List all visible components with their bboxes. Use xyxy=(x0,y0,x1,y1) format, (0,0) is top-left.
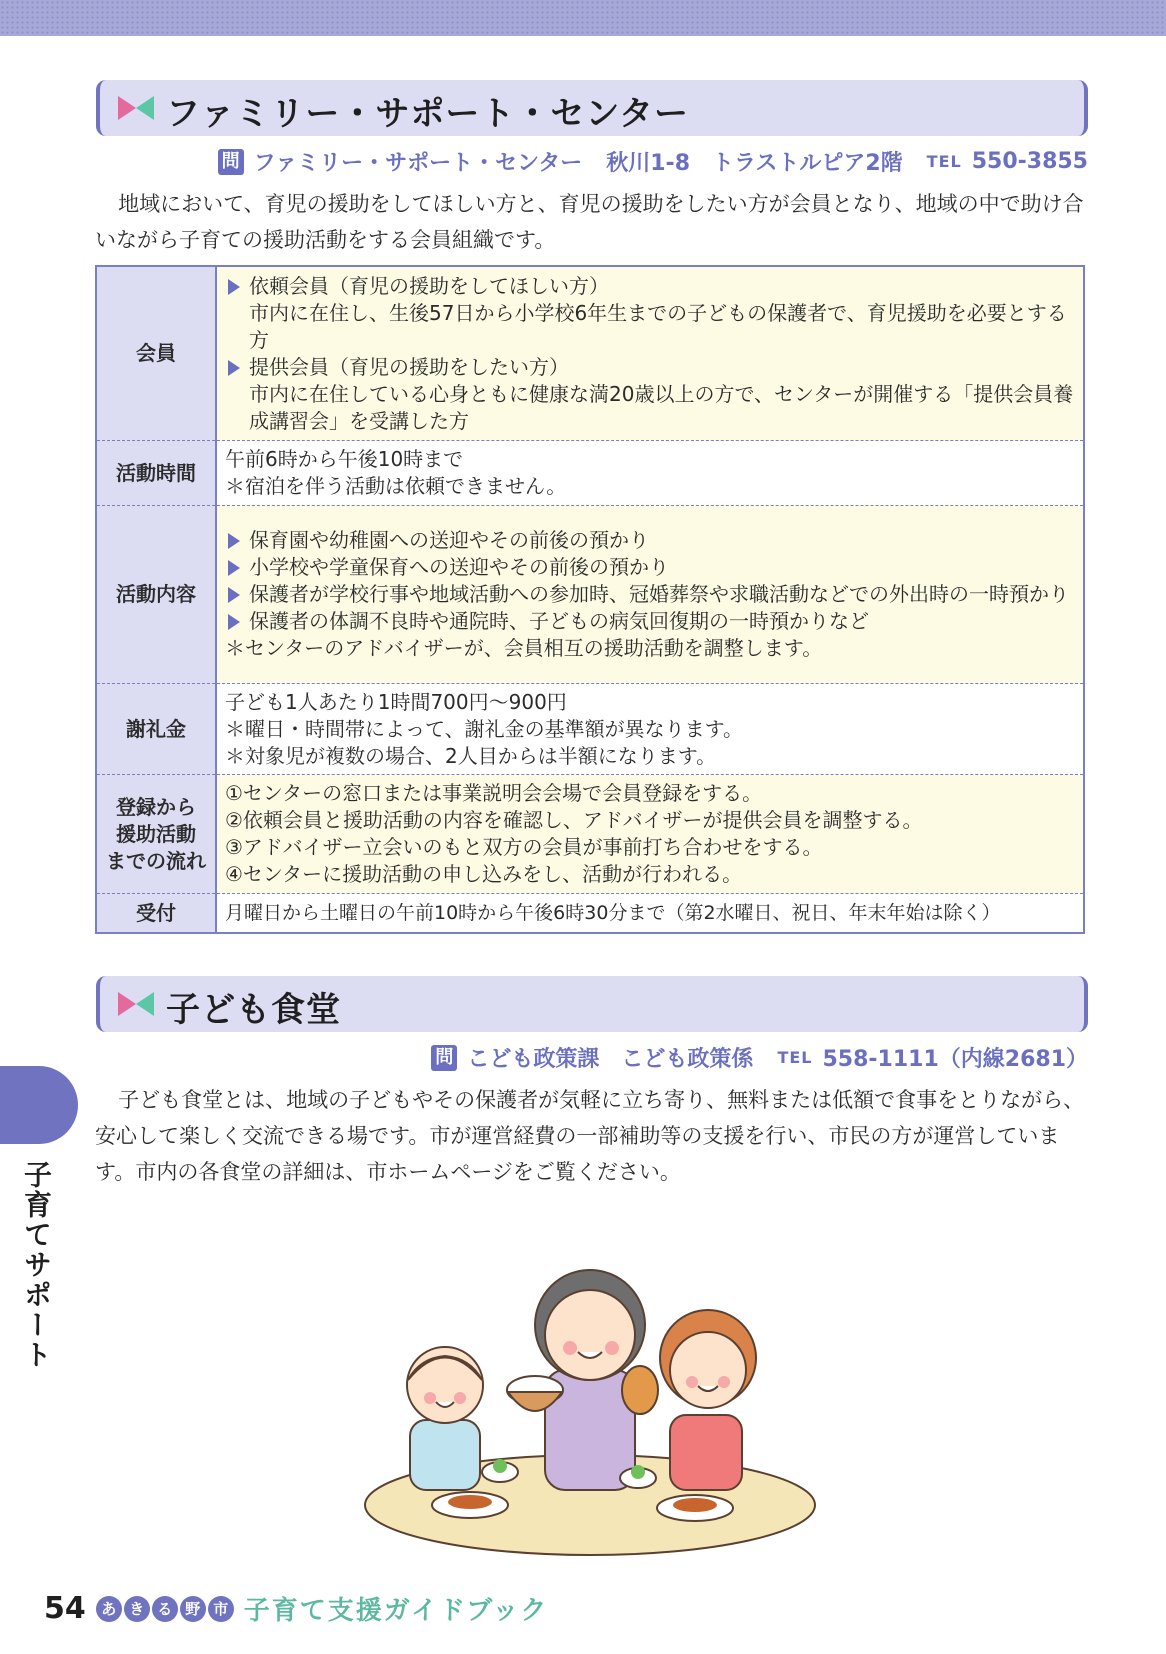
section-title: ファミリー・サポート・センター xyxy=(166,94,689,134)
text-line: 市内に在住し、生後57日から小学校6年生までの子どもの保護者で、育児援助を必要とする方 xyxy=(249,300,1067,352)
row-value xyxy=(216,684,1084,775)
note-line: ＊対象児が複数の場合、2人目からは半額になります。 xyxy=(225,743,717,768)
ribbon-icon xyxy=(136,96,154,120)
contact-line xyxy=(431,1042,1088,1073)
contact-line xyxy=(218,146,1088,177)
city-logo-char: あ xyxy=(96,1596,122,1622)
page-number: 54 xyxy=(44,1591,86,1626)
row-label xyxy=(96,775,216,894)
row-value xyxy=(216,441,1084,506)
step-line: ③アドバイザー立会いのもと双方の会員が事前打ち合わせをする。 xyxy=(225,835,823,859)
contact-org: ファミリー・サポート・センター xyxy=(253,151,583,176)
ribbon-icon xyxy=(118,96,136,120)
intro-paragraph: 子ども食堂とは、地域の子どもやその保護者が気軽に立ち寄り、無料または低額で食事をとりながら、安心して楽しく交流できる場です。市が運営経費の一部補助等の支援を行い、市民の方が運営しています。市内の各食堂の詳細は、市ホームページをご覧ください。 xyxy=(95,1088,1085,1184)
bullet-line: 保護者が学校行事や地域活動への参加時、冠婚葬祭や求職活動などでの外出時の一時預かり xyxy=(225,581,1075,608)
tel-label: TEL xyxy=(777,1048,813,1067)
table-row xyxy=(96,894,1084,934)
footer xyxy=(44,1590,548,1627)
guide-title: 子育て支援ガイドブック xyxy=(243,1596,549,1626)
bullet-line: 依頼会員（育児の援助をしてほしい方） xyxy=(225,273,1075,300)
intro-paragraph: 地域において、育児の援助をしてほしい方と、育児の援助をしたい方が会員となり、地域の中で助け合いながら子育ての援助活動をする会員組織です。 xyxy=(95,192,1084,252)
table-row xyxy=(96,506,1084,684)
text-line: 子ども1人あたり1時間700円～900円 xyxy=(225,689,567,714)
info-table xyxy=(95,265,1085,934)
note-line: ＊宿泊を伴う活動は依頼できません。 xyxy=(225,474,567,498)
city-logo xyxy=(96,1596,234,1622)
chapter-label: 子育てサポート xyxy=(20,1160,53,1370)
row-value xyxy=(216,775,1084,894)
tel-number: 550-3855 xyxy=(971,149,1088,174)
row-label: 活動内容 xyxy=(96,506,216,684)
city-logo-char: る xyxy=(152,1596,178,1622)
tel-label: TEL xyxy=(926,152,962,171)
bullet-line: 保育園や幼稚園への送迎やその前後の預かり xyxy=(225,527,1075,554)
table-row xyxy=(96,775,1084,894)
row-value xyxy=(216,266,1084,441)
row-label: 謝礼金 xyxy=(96,684,216,775)
top-decorative-band xyxy=(0,0,1166,36)
bullet-line: 提供会員（育児の援助をしたい方） xyxy=(225,354,1075,381)
row-label: 活動時間 xyxy=(96,441,216,506)
row-label: 会員 xyxy=(96,266,216,441)
inquiry-badge: 問 xyxy=(431,1045,457,1071)
step-line: ④センターに援助活動の申し込みをし、活動が行われる。 xyxy=(225,862,743,886)
label-line: 登録から xyxy=(116,794,196,819)
contact-org: こども政策課 こども政策係 xyxy=(467,1047,754,1072)
city-logo-char: 市 xyxy=(208,1596,234,1622)
step-line: ②依頼会員と援助活動の内容を確認し、アドバイザーが提供会員を調整する。 xyxy=(225,808,923,832)
section-header-family-support xyxy=(96,80,1088,136)
table-row xyxy=(96,266,1084,441)
note-line: ＊センターのアドバイザーが、会員相互の援助活動を調整します。 xyxy=(225,636,823,660)
table-row xyxy=(96,441,1084,506)
row-value: 月曜日から土曜日の午前10時から午後6時30分まで（第2水曜日、祝日、年末年始は除く） xyxy=(216,894,1084,934)
tel-number: 558-1111（内線2681） xyxy=(822,1047,1088,1072)
bullet-line: 小学校や学童保育への送迎やその前後の預かり xyxy=(225,554,1075,581)
inquiry-badge: 問 xyxy=(218,149,244,175)
text-line: 午前6時から午後10時まで xyxy=(225,447,464,471)
row-value xyxy=(216,506,1084,684)
table-row xyxy=(96,684,1084,775)
bullet-line: 保護者の体調不良時や通院時、子どもの病気回復期の一時預かりなど xyxy=(225,608,1075,635)
chapter-tab xyxy=(0,1066,78,1144)
section-title: 子ども食堂 xyxy=(166,990,341,1030)
city-logo-char: 野 xyxy=(180,1596,206,1622)
city-logo-char: き xyxy=(124,1596,150,1622)
text-line: 市内に在住している心身ともに健康な満20歳以上の方で、センターが開催する「提供会員養成講習会」を受講した方 xyxy=(249,381,1074,433)
ribbon-icon xyxy=(136,992,154,1016)
step-line: ①センターの窓口または事業説明会会場で会員登録をする。 xyxy=(225,781,763,805)
contact-address: 秋川1-8 トラストルピア2階 xyxy=(606,151,903,176)
family-meal-illustration xyxy=(350,1240,830,1570)
row-label: 受付 xyxy=(96,894,216,934)
label-line: 援助活動 xyxy=(116,821,196,846)
label-line: までの流れ xyxy=(106,848,206,873)
ribbon-icon xyxy=(118,992,136,1016)
section-header-kodomo-shokudo xyxy=(96,976,1088,1032)
note-line: ＊曜日・時間帯によって、謝礼金の基準額が異なります。 xyxy=(225,716,743,741)
